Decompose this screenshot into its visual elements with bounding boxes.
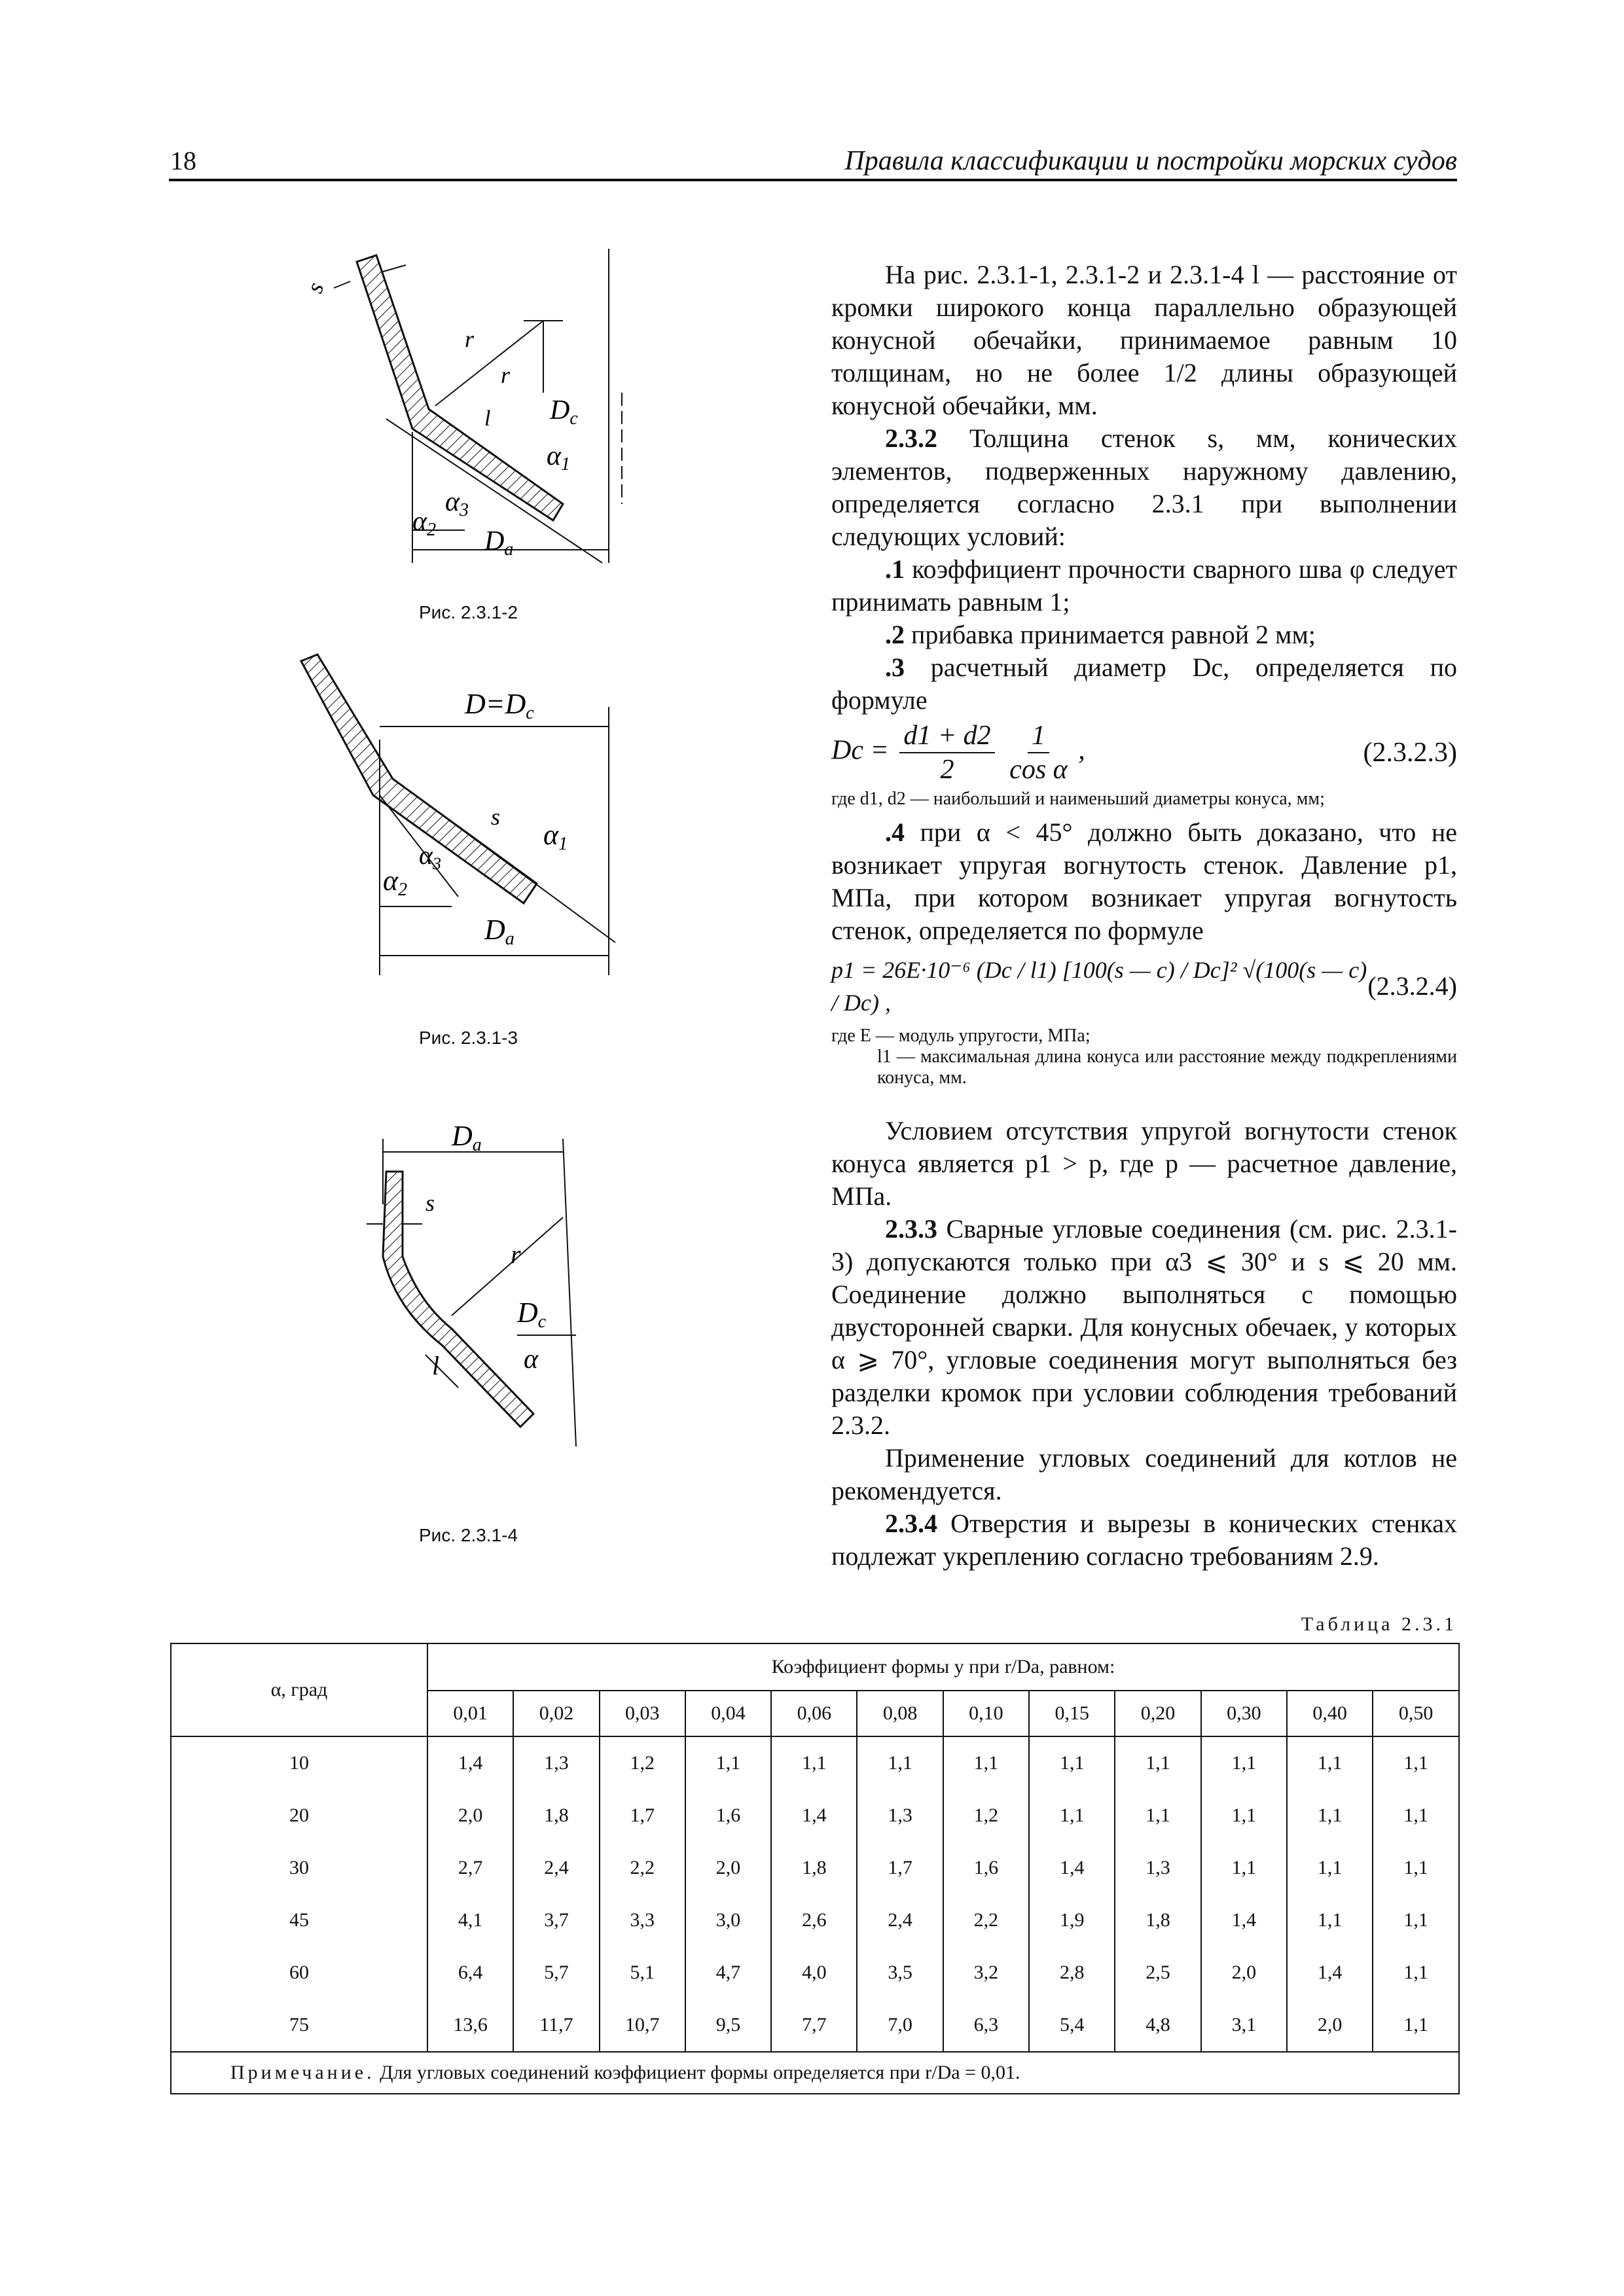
paragraph-condition: Условием отсутствия упругой вогнутости стенок конуса является p1 > p, где p — расчетное давление, МПа. [831, 1116, 1457, 1211]
column-header: 0,20 [1115, 1691, 1200, 1736]
fraction-numerator: d1 + d2 [899, 719, 994, 753]
text-column [831, 259, 1457, 1573]
column-header: 0,06 [771, 1691, 857, 1736]
table-cell: 7,0 [857, 1999, 943, 2052]
item-text: прибавка принимается равной 2 мм; [905, 620, 1316, 649]
table-cell: 6,3 [943, 1999, 1029, 2052]
table-row [171, 1736, 1459, 1789]
column-header: 0,08 [857, 1691, 943, 1736]
item-number: .3 [885, 653, 905, 682]
section-text: Сварные угловые соединения (см. рис. 2.3.1-3) допускаются только при α3 ⩽ 30° и s ⩽ 20 мм. Соединение должно выполняться с помощью двусторонней сварки. Для конусных обечаек, у которых α ⩾ 70°, угловые соединения могут выполняться без разделки кромок при условии соблюдения требований 2.3.2. [831, 1214, 1457, 1440]
table-row [171, 1789, 1459, 1842]
table-cell: 1,1 [771, 1736, 857, 1789]
table-cell: 1,2 [600, 1736, 685, 1789]
table-cell: 1,3 [513, 1736, 599, 1789]
fig1-label-alpha3: α3 [445, 487, 469, 520]
table-cell: 1,2 [943, 1789, 1029, 1842]
item-text: расчетный диаметр Dc, определяется по формуле [831, 653, 1457, 715]
table-cell: 1,4 [1029, 1842, 1115, 1894]
column-header: 0,50 [1373, 1691, 1459, 1736]
section-2-3-4 [831, 1507, 1457, 1573]
row-alpha: 75 [171, 1999, 427, 2052]
table-cell: 3,5 [857, 1946, 943, 1999]
fig2-label-da: Da [484, 914, 514, 949]
item-number: .1 [885, 554, 905, 584]
table-cell: 3,3 [600, 1894, 685, 1946]
table-cell: 11,7 [513, 1999, 599, 2052]
figure-2-3-1-3 [288, 648, 655, 1001]
table-cell: 5,4 [1029, 1999, 1115, 2052]
table-cell: 1,1 [1287, 1894, 1373, 1946]
table-cell: 1,7 [857, 1842, 943, 1894]
formula-where-1: где d1, d2 — наибольший и наименьший диаметры конуса, мм; [831, 789, 1325, 809]
column-header: 0,01 [427, 1691, 513, 1736]
table-cell: 1,4 [427, 1736, 513, 1789]
table-cell: 1,1 [857, 1736, 943, 1789]
paragraph-l-definition: На рис. 2.3.1-1, 2.3.1-2 и 2.3.1-4 l — расстояние от кромки широкого конца параллельно образующей конусной обечайки, принимаемое равным 10 толщинам, но не более 1/2 длины образующей конусной обечайки, мм. [831, 260, 1457, 420]
table-cell: 3,2 [943, 1946, 1029, 1999]
formula-body: p1 = 26E·10⁻⁶ (Dc / l1) [100(s — c) / Dc]² √(100(s — c) / Dc) , [831, 957, 1367, 1016]
fig3-label-s: s [425, 1190, 435, 1216]
table-cell: 1,9 [1029, 1894, 1115, 1946]
fig2-label-alpha1: α1 [543, 819, 568, 854]
formula-2-3-2-3 [831, 717, 1457, 789]
table-cell: 1,1 [1373, 1946, 1459, 1999]
fig2-label-alpha3: $\alpha_3$ [419, 840, 441, 873]
item-text: коэффициент прочности сварного шва φ следует принимать равным 1; [831, 554, 1457, 617]
table-cell: 1,3 [857, 1789, 943, 1842]
table-cell: 2,8 [1029, 1946, 1115, 1999]
formula-tail: , [1078, 735, 1085, 766]
table-cell: 2,2 [600, 1842, 685, 1894]
item-number: .4 [885, 817, 905, 847]
table-row [171, 1894, 1459, 1946]
table-cell: 1,6 [685, 1789, 771, 1842]
row-header-alpha: α, град [171, 1643, 427, 1736]
figure-2-3-1-2 [288, 242, 655, 583]
section-number: 2.3.2 [885, 423, 937, 453]
column-header: 0,02 [513, 1691, 599, 1736]
table-cell: 1,4 [1287, 1946, 1373, 1999]
table-cell: 2,0 [427, 1789, 513, 1842]
item-3 [831, 651, 1457, 717]
table-row [171, 1999, 1459, 2052]
column-header: 0,15 [1029, 1691, 1115, 1736]
table-cell: 1,1 [1029, 1736, 1115, 1789]
table-cell: 13,6 [427, 1999, 513, 2052]
column-header: 0,03 [600, 1691, 685, 1736]
fig1-label-l: l [484, 406, 491, 431]
table-cell: 1,4 [1201, 1894, 1287, 1946]
figure-caption-2-3-1-2: Рис. 2.3.1-2 [419, 602, 518, 622]
row-alpha: 45 [171, 1894, 427, 1946]
table-cell: 1,8 [771, 1842, 857, 1894]
column-header: 0,04 [685, 1691, 771, 1736]
table-cell: 2,0 [1287, 1999, 1373, 2052]
table-cell: 4,7 [685, 1946, 771, 1999]
table-cell: 1,1 [685, 1736, 771, 1789]
formula-where-2a: где E — модуль упругости, МПа; [831, 1026, 1091, 1046]
table-cell: 4,8 [1115, 1999, 1200, 2052]
fig1-label-alpha1: α1 [547, 441, 571, 475]
formula-body [831, 719, 1085, 786]
table-cell: 5,7 [513, 1946, 599, 1999]
table-header-row-1 [171, 1643, 1459, 1691]
table-cell: 1,6 [943, 1842, 1029, 1894]
column-header: 0,10 [943, 1691, 1029, 1736]
table-cell: 2,0 [1201, 1946, 1287, 1999]
table-cell: 1,3 [1115, 1842, 1200, 1894]
section-2-3-3 [831, 1213, 1457, 1442]
header-rule [169, 179, 1457, 181]
table-cell: 1,1 [1373, 1789, 1459, 1842]
table-cell: 1,1 [1287, 1736, 1373, 1789]
table-cell: 2,5 [1115, 1946, 1200, 1999]
section-number: 2.3.3 [885, 1214, 937, 1244]
fig3-label-dc: Dc [517, 1297, 547, 1332]
paragraph-boilers: Применение угловых соединений для котлов не рекомендуется. [831, 1443, 1457, 1505]
formula-fraction [899, 719, 994, 786]
table-cell: 3,7 [513, 1894, 599, 1946]
table-cell: 1,1 [1201, 1736, 1287, 1789]
item-2 [831, 619, 1457, 651]
section-text: Отверстия и вырезы в конических стенках подлежат укреплению согласно требованиям 2.9. [831, 1509, 1457, 1571]
table-cell: 1,7 [600, 1789, 685, 1842]
table-cell: 1,8 [513, 1789, 599, 1842]
fig3-label-alpha: α [524, 1344, 539, 1374]
table-cell: 5,1 [600, 1946, 685, 1999]
figure-2-3-1-4 [327, 1119, 628, 1473]
section-number: 2.3.4 [885, 1509, 937, 1538]
fig1-label-r1: r [465, 326, 475, 352]
formula-fraction [1009, 719, 1068, 786]
table-cell: 1,1 [1287, 1789, 1373, 1842]
table-cell: 2,4 [857, 1894, 943, 1946]
table-cell: 2,4 [513, 1842, 599, 1894]
formula-number: (2.3.2.3) [1363, 738, 1457, 768]
row-alpha: 30 [171, 1842, 427, 1894]
table-cell: 2,7 [427, 1842, 513, 1894]
formula-2-3-2-4 [831, 947, 1457, 1026]
table-cell: 3,1 [1201, 1999, 1287, 2052]
note-text: Для угловых соединений коэффициент формы определяется при r/Da = 0,01. [374, 2062, 1020, 2083]
note-label: Примечание. [230, 2062, 375, 2083]
table-cell: 2,0 [685, 1842, 771, 1894]
page-number: 18 [170, 146, 196, 175]
table-row [171, 1842, 1459, 1894]
fraction-numerator: 1 [1028, 719, 1049, 753]
table-cell: 9,5 [685, 1999, 771, 2052]
table-cell: 6,4 [427, 1946, 513, 1999]
table-cell: 1,1 [1373, 1894, 1459, 1946]
column-header: 0,40 [1287, 1691, 1373, 1736]
formula-lhs: Dc = [831, 735, 889, 766]
figure-caption-2-3-1-4: Рис. 2.3.1-4 [419, 1525, 518, 1545]
fig1-label-s: s [300, 278, 329, 296]
table-cell: 4,1 [427, 1894, 513, 1946]
table-cell: 3,0 [685, 1894, 771, 1946]
fig1-label-da: Da [484, 526, 514, 560]
figure-caption-2-3-1-3: Рис. 2.3.1-3 [419, 1028, 518, 1048]
table-note-row [171, 2052, 1459, 2094]
table-cell: 1,1 [1201, 1842, 1287, 1894]
fig3-label-l: l [432, 1351, 440, 1380]
table-cell: 1,8 [1115, 1894, 1200, 1946]
table-cell: 1,1 [1029, 1789, 1115, 1842]
table-cell: 1,1 [1373, 1999, 1459, 2052]
section-text: Толщина стенок s, мм, конических элементов, подверженных наружному давлению, определяется согласно 2.3.1 при выполнении следующих условий: [831, 423, 1457, 551]
fraction-denominator: cos α [1009, 755, 1068, 785]
table-cell: 1,1 [1115, 1789, 1200, 1842]
table-cell: 1,1 [1201, 1789, 1287, 1842]
table-cell: 2,6 [771, 1894, 857, 1946]
fig2-label-d-dc: D=Dc [465, 688, 534, 723]
table-cell: 1,1 [1373, 1842, 1459, 1894]
item-text: при α < 45° должно быть доказано, что не возникает упругая вогнутость стенок. Давление p1, МПа, при котором возникает упругая вогнутость стенок, определяется по формуле [831, 817, 1457, 945]
table-row [171, 1946, 1459, 1999]
table-note [171, 2052, 1459, 2094]
table-cell: 1,1 [943, 1736, 1029, 1789]
item-1 [831, 553, 1457, 619]
table-cell: 7,7 [771, 1999, 857, 2052]
table-cell: 1,4 [771, 1789, 857, 1842]
column-header: 0,30 [1201, 1691, 1287, 1736]
table-cell: 4,0 [771, 1946, 857, 1999]
group-header: Коэффициент формы y при r/Da, равном: [427, 1643, 1459, 1691]
row-alpha: 20 [171, 1789, 427, 1842]
table-2-3-1 [170, 1643, 1460, 2094]
fig1-label-alpha2: α2 [412, 507, 437, 540]
table-cell: 1,1 [1115, 1736, 1200, 1789]
table-cell: 1,1 [1287, 1842, 1373, 1894]
fig1-label-r2: r [501, 362, 511, 388]
table-cell: 10,7 [600, 1999, 685, 2052]
fig1-label-dc: Dc [550, 395, 578, 429]
fraction-denominator: 2 [940, 755, 954, 785]
formula-number: (2.3.2.4) [1367, 971, 1457, 1001]
fig2-label-alpha2: α2 [383, 865, 408, 900]
row-alpha: 10 [171, 1736, 427, 1789]
fig2-label-s: s [491, 804, 501, 830]
fig3-label-r: r [511, 1240, 521, 1269]
item-number: .2 [885, 620, 905, 649]
section-2-3-2 [831, 422, 1457, 553]
formula-where-2b: l1 — максимальная длина конуса или расстояние между подкреплениями конуса, мм. [877, 1047, 1457, 1088]
fig3-label-da: Da [452, 1120, 482, 1155]
item-4 [831, 816, 1457, 947]
table-caption: Таблица 2.3.1 [1301, 1613, 1457, 1635]
table-cell: 2,2 [943, 1894, 1029, 1946]
row-alpha: 60 [171, 1946, 427, 1999]
running-header: Правила классификации и постройки морских судов [844, 146, 1457, 176]
table-cell: 1,1 [1373, 1736, 1459, 1789]
